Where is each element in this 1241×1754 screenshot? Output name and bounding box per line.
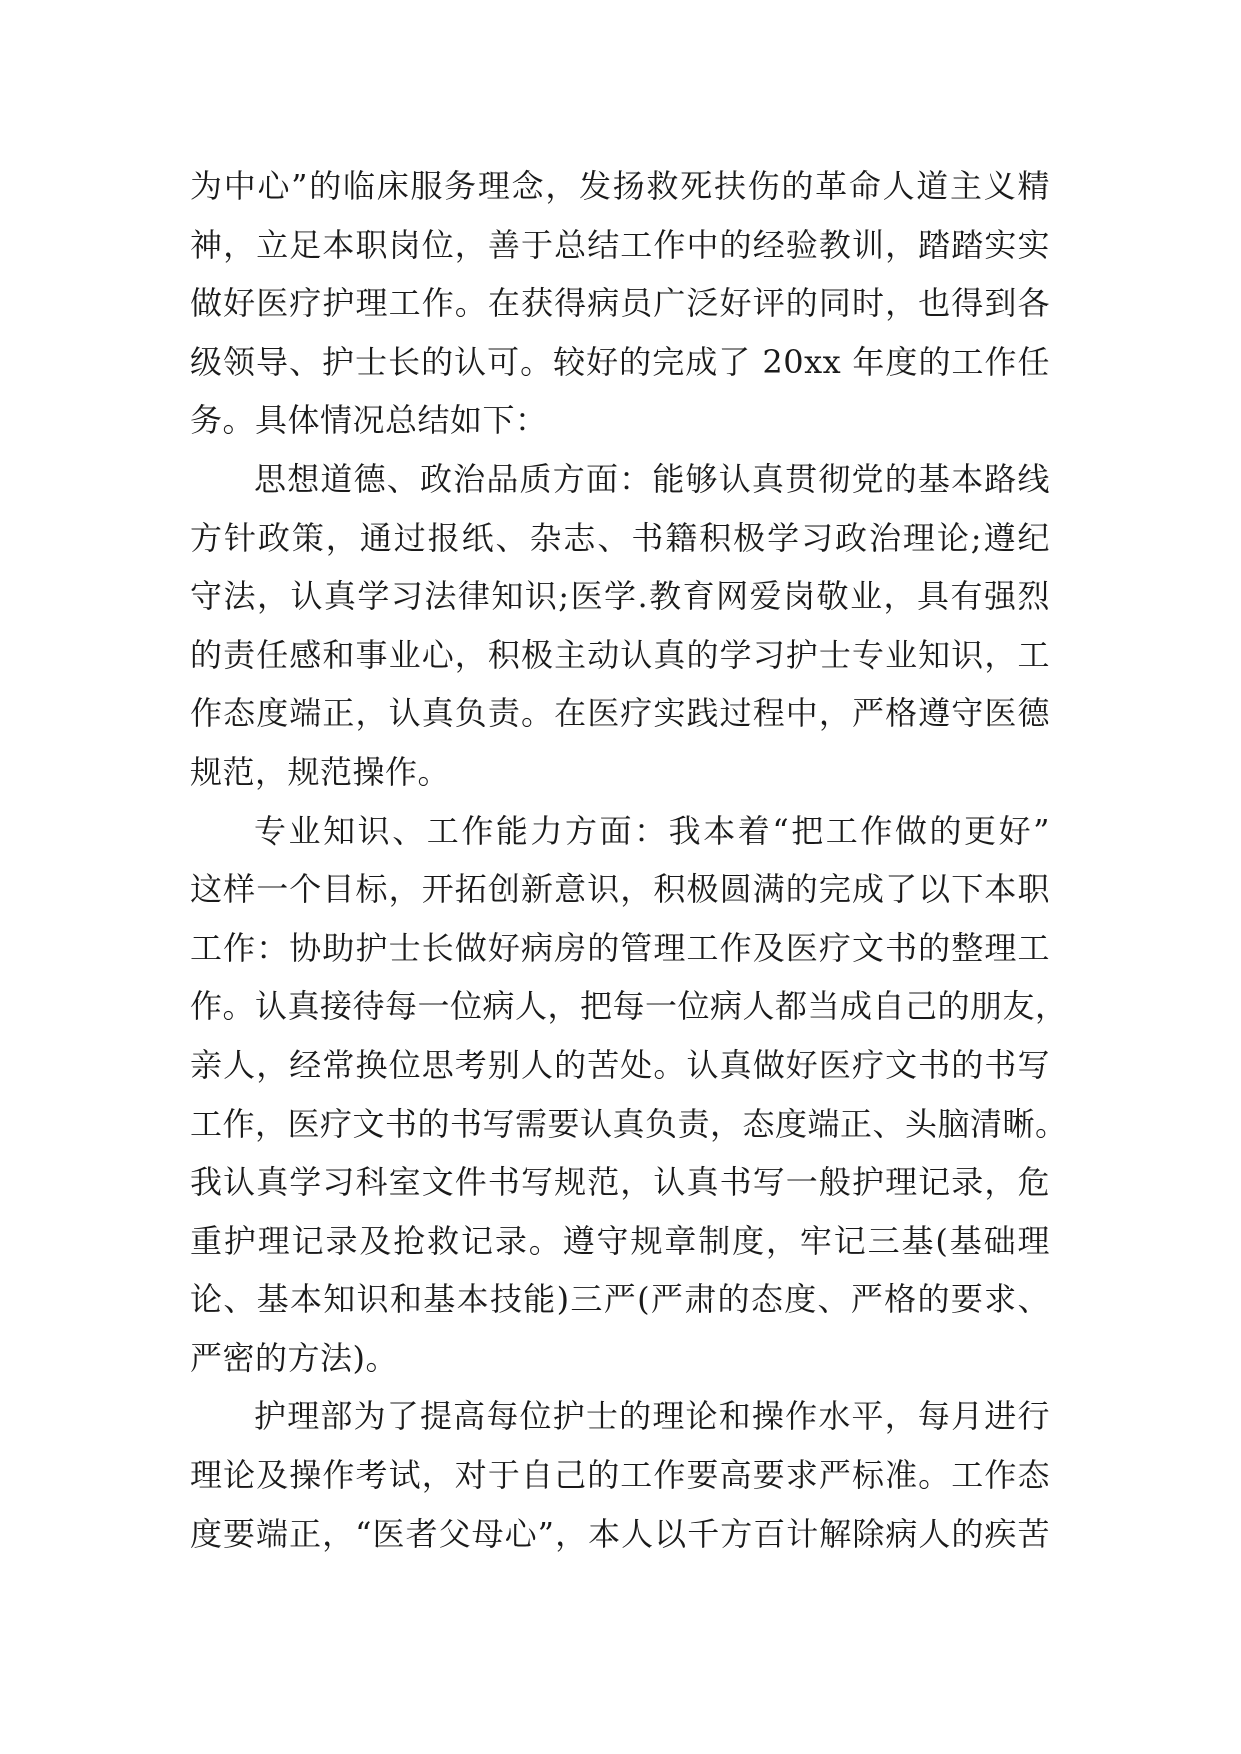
paragraph-1-line-5: 务。具体情况总结如下：	[190, 401, 548, 440]
paragraph-3-line-5: 亲人，经常换位思考别人的苦处。认真做好医疗文书的书写	[190, 1045, 1050, 1084]
paragraph-2-line-6: 规范，规范操作。	[190, 752, 451, 791]
paragraph-3-line-7: 我认真学习科室文件书写规范，认真书写一般护理记录，危	[190, 1163, 1050, 1202]
paragraph-3-line-8: 重护理记录及抢救记录。遵守规章制度，牢记三基(基础理	[190, 1221, 1050, 1260]
paragraph-2-line-5: 作态度端正，认真负责。在医疗实践过程中，严格遵守医德	[190, 694, 1050, 733]
paragraph-3-line-3: 工作：协助护士长做好病房的管理工作及医疗文书的整理工	[190, 928, 1050, 967]
paragraph-3-line-10: 严密的方法)。	[190, 1338, 398, 1377]
paragraph-3-line-2: 这样一个目标，开拓创新意识，积极圆满的完成了以下本职	[190, 870, 1050, 909]
document-body	[190, 157, 1068, 1563]
paragraph-1-line-3: 做好医疗护理工作。在获得病员广泛好评的同时，也得到各	[190, 284, 1050, 323]
paragraph-3-line-1: 专业知识、工作能力方面：我本着“把工作做的更好”	[254, 811, 1050, 850]
paragraph-3-line-6: 工作，医疗文书的书写需要认真负责，态度端正、头脑清晰。	[190, 1104, 1068, 1143]
paragraph-1-line-2: 神，立足本职岗位，善于总结工作中的经验教训，踏踏实实	[190, 225, 1050, 264]
paragraph-1-line-1: 为中心”的临床服务理念，发扬救死扶伤的革命人道主义精	[190, 167, 1050, 205]
paragraph-2-line-4: 的责任感和事业心，积极主动认真的学习护士专业知识，工	[190, 635, 1050, 674]
paragraph-4-line-2: 理论及操作考试，对于自己的工作要高要求严标准。工作态	[190, 1456, 1050, 1495]
paragraph-3-line-9: 论、基本知识和基本技能)三严(严肃的态度、严格的要求、	[190, 1280, 1050, 1319]
paragraph-2-line-1: 思想道德、政治品质方面：能够认真贯彻党的基本路线	[254, 459, 1050, 498]
paragraph-3-line-4: 作。认真接待每一位病人，把每一位病人都当成自己的朋友，	[190, 987, 1068, 1026]
paragraph-4-line-1: 护理部为了提高每位护士的理论和操作水平，每月进行	[254, 1397, 1050, 1436]
paragraph-4-line-3: 度要端正，“医者父母心”，本人以千方百计解除病人的疾苦	[190, 1514, 1050, 1553]
paragraph-2-line-2: 方针政策，通过报纸、杂志、书籍积极学习政治理论;遵纪	[190, 518, 1050, 557]
paragraph-1-line-4: 级领导、护士长的认可。较好的完成了 20xx 年度的工作任	[190, 342, 1050, 381]
paragraph-2-line-3: 守法，认真学习法律知识;医学.教育网爱岗敬业，具有强烈	[190, 577, 1050, 616]
